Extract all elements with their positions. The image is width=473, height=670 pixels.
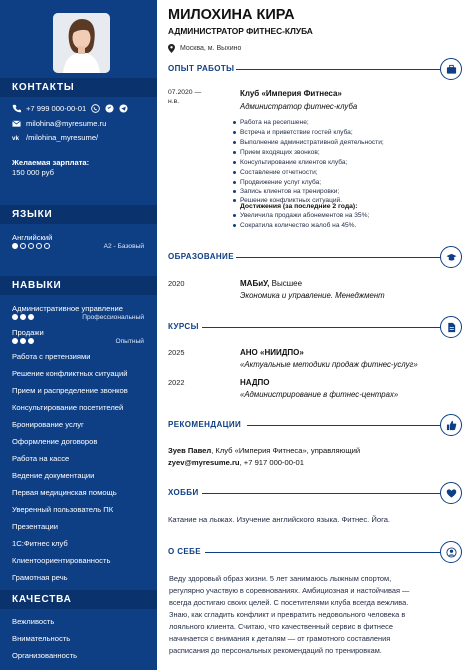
recommender-email[interactable]: zyev@myresume.ru: [168, 458, 240, 467]
section-divider: [236, 69, 440, 70]
education-degree: Высшее: [269, 279, 303, 288]
skill-level: Опытный: [115, 338, 144, 345]
achievement-item: Сократила количество жалоб на 45%.: [240, 222, 357, 229]
languages-heading: ЯЗЫКИ: [0, 205, 157, 224]
duty-item: Составление отчетности;: [240, 169, 318, 176]
skill-item: Оформление договоров: [12, 437, 98, 446]
vk-link[interactable]: /milohina_myresume/: [26, 133, 99, 142]
course-org: АНО «НИИДПО»: [240, 348, 304, 357]
duty-item: Работа на ресепшене;: [240, 119, 309, 126]
main-content: [157, 0, 473, 670]
duty-item: Решение конфликтных ситуаций.: [240, 197, 343, 204]
briefcase-icon: [446, 64, 457, 75]
duty-item: Прием входящих звонков;: [240, 149, 320, 156]
experience-period-end: н.в.: [168, 98, 180, 105]
quality-item: Внимательность: [12, 634, 71, 643]
certificate-icon: [446, 322, 457, 333]
skill-item: Работа с претензиями: [12, 352, 91, 361]
email-row: [12, 119, 106, 128]
thumbs-up-icon: [446, 420, 457, 431]
education-field: Экономика и управление. Менеджмент: [240, 291, 385, 300]
recommender-name: Зуев Павел: [168, 446, 212, 455]
skill-item: Работа на кассе: [12, 454, 70, 463]
level-dot: [12, 243, 18, 249]
recommender-details: , Клуб «Империя Фитнеса», управляющий: [211, 446, 361, 455]
duty-item: Консультирование клиентов клуба;: [240, 159, 348, 166]
language-level: A2 - Базовый: [103, 243, 144, 250]
experience-period-start: 07.2020 —: [168, 89, 202, 96]
achievements-heading: Достижения (за последние 2 года):: [240, 203, 358, 210]
about-text-line: всегда достигаю своих целей. С посетителями клуба всегда вежлива.: [169, 598, 409, 607]
skill-item: Клиентоориентированность: [12, 556, 111, 565]
phone-row: [12, 104, 128, 113]
course-name: «Администрирование в фитнес-центрах»: [240, 390, 399, 399]
level-dot: [28, 243, 34, 249]
skill-item: Презентации: [12, 522, 58, 531]
hobby-text: Катание на лыжах. Изучение английского языка. Фитнес. Йога.: [168, 515, 391, 524]
vk-row: [12, 133, 98, 142]
recommendations-heading: РЕКОМЕНДАЦИИ: [168, 420, 242, 429]
duty-item: Встреча и приветствие гостей клуба;: [240, 129, 353, 136]
level-dot: [36, 243, 42, 249]
skill-item: 1С:Фитнес клуб: [12, 539, 68, 548]
section-divider: [202, 327, 440, 328]
skill-item: Бронирование услуг: [12, 420, 84, 429]
about-text-line: регулярно участвую в соревнованиях. Амбициозная и настойчивая —: [169, 586, 410, 595]
hobby-heading: ХОББИ: [168, 488, 199, 497]
about-text-line: Знаю, как сгладить конфликт и превратить недовольного человека в: [169, 610, 406, 619]
telegram-icon[interactable]: [119, 104, 128, 113]
recommender-phone[interactable]: , +7 917 000-00-01: [239, 458, 304, 467]
education-year: 2020: [168, 279, 185, 288]
course-year: 2022: [168, 378, 185, 387]
education-school-row: [240, 279, 302, 288]
level-dot: [20, 338, 26, 344]
candidate-position: АДМИНИСТРАТОР ФИТНЕС-КЛУБА: [168, 26, 313, 36]
person-icon: [446, 547, 457, 558]
location-row: [168, 44, 241, 53]
about-text-line: расписания до персональных рекомендаций по тренировкам.: [169, 646, 382, 655]
section-divider: [236, 257, 440, 258]
section-divider: [247, 425, 440, 426]
level-dot: [28, 338, 34, 344]
skill-item: Консультирование посетителей: [12, 403, 124, 412]
language-name: Английский: [12, 233, 53, 242]
email-link[interactable]: milohina@myresume.ru: [26, 119, 107, 128]
course-name: «Актуальные методики продаж фитнес-услуг»: [240, 360, 418, 369]
briefcase-icon-badge: [440, 58, 462, 80]
heart-icon-badge: [440, 482, 462, 504]
phone-icon: [12, 104, 21, 113]
salary-value: 150 000 руб: [12, 168, 54, 177]
heart-icon: [446, 488, 457, 499]
salary-label: Желаемая зарплата:: [12, 158, 90, 167]
quality-item: Организованность: [12, 651, 78, 660]
certificate-icon-badge: [440, 316, 462, 338]
skill-level: Профессиональный: [82, 314, 144, 321]
level-dot: [12, 338, 18, 344]
level-dot: [44, 243, 50, 249]
qualities-heading: КАЧЕСТВА: [0, 590, 157, 609]
skill-item: Уверенный пользователь ПК: [12, 505, 114, 514]
courses-heading: КУРСЫ: [168, 322, 199, 331]
experience-heading: ОПЫТ РАБОТЫ: [168, 64, 235, 73]
vk-icon: [12, 133, 21, 142]
svg-text:vk: vk: [12, 135, 20, 142]
profile-photo: [53, 13, 110, 73]
skill-level-dots: [12, 314, 34, 320]
level-dot: [28, 314, 34, 320]
duty-item: Выполнение административной деятельности;: [240, 139, 384, 146]
thumbs-up-icon-badge: [440, 414, 462, 436]
duty-item: Запись клиентов на тренировки;: [240, 188, 340, 195]
location-pin-icon: [168, 44, 175, 53]
education-heading: ОБРАЗОВАНИЕ: [168, 252, 234, 261]
duty-item: Продвижение услуг клуба;: [240, 179, 322, 186]
location-text: Москва, м. Выхино: [180, 45, 242, 52]
skills-heading: НАВЫКИ: [0, 276, 157, 295]
level-dot: [12, 314, 18, 320]
about-text-line: Веду здоровый образ жизни. 5 лет занимаюсь лыжным спортом,: [169, 574, 392, 583]
whatsapp-icon[interactable]: [91, 104, 100, 113]
course-org: НАДПО: [240, 378, 270, 387]
level-dot: [20, 314, 26, 320]
recommender-contacts: [168, 458, 304, 467]
viber-icon[interactable]: [105, 104, 114, 113]
phone-number[interactable]: +7 999 000-00-01: [26, 104, 87, 113]
course-year: 2025: [168, 348, 185, 357]
graduation-cap-icon: [446, 252, 457, 263]
skill-item: Решение конфликтных ситуаций: [12, 369, 128, 378]
language-level-dots: [12, 243, 50, 249]
contacts-heading: КОНТАКТЫ: [0, 78, 157, 97]
about-text-line: начинается с внимания к деталям — от грамотного составления: [169, 634, 391, 643]
skill-item: Прием и распределение звонков: [12, 386, 128, 395]
mail-icon: [12, 119, 21, 128]
section-divider: [202, 493, 440, 494]
education-school: МАБиУ,: [240, 279, 270, 288]
skill-item: Ведение документации: [12, 471, 95, 480]
about-text-line: лояльного клиента. Считаю, что качественный сервис в фитнесе: [169, 622, 393, 631]
skill-level-dots: [12, 338, 34, 344]
skill-name: Административное управление: [12, 304, 123, 313]
recommender-row: [168, 446, 360, 455]
level-dot: [20, 243, 26, 249]
experience-role: Администратор фитнес-клуба: [240, 102, 358, 111]
graduation-cap-icon-badge: [440, 246, 462, 268]
skill-item: Грамотная речь: [12, 573, 68, 582]
person-icon-badge: [440, 541, 462, 563]
achievement-item: Увеличила продажи абонементов на 35%;: [240, 212, 370, 219]
sidebar: [0, 0, 157, 670]
about-heading: О СЕБЕ: [168, 547, 202, 556]
skill-item: Первая медицинская помощь: [12, 488, 117, 497]
section-divider: [205, 552, 440, 553]
experience-company: Клуб «Империя Фитнеса»: [240, 89, 342, 98]
quality-item: Вежливость: [12, 617, 55, 626]
candidate-name: МИЛОХИНА КИРА: [168, 7, 295, 23]
skill-name: Продажи: [12, 328, 44, 337]
